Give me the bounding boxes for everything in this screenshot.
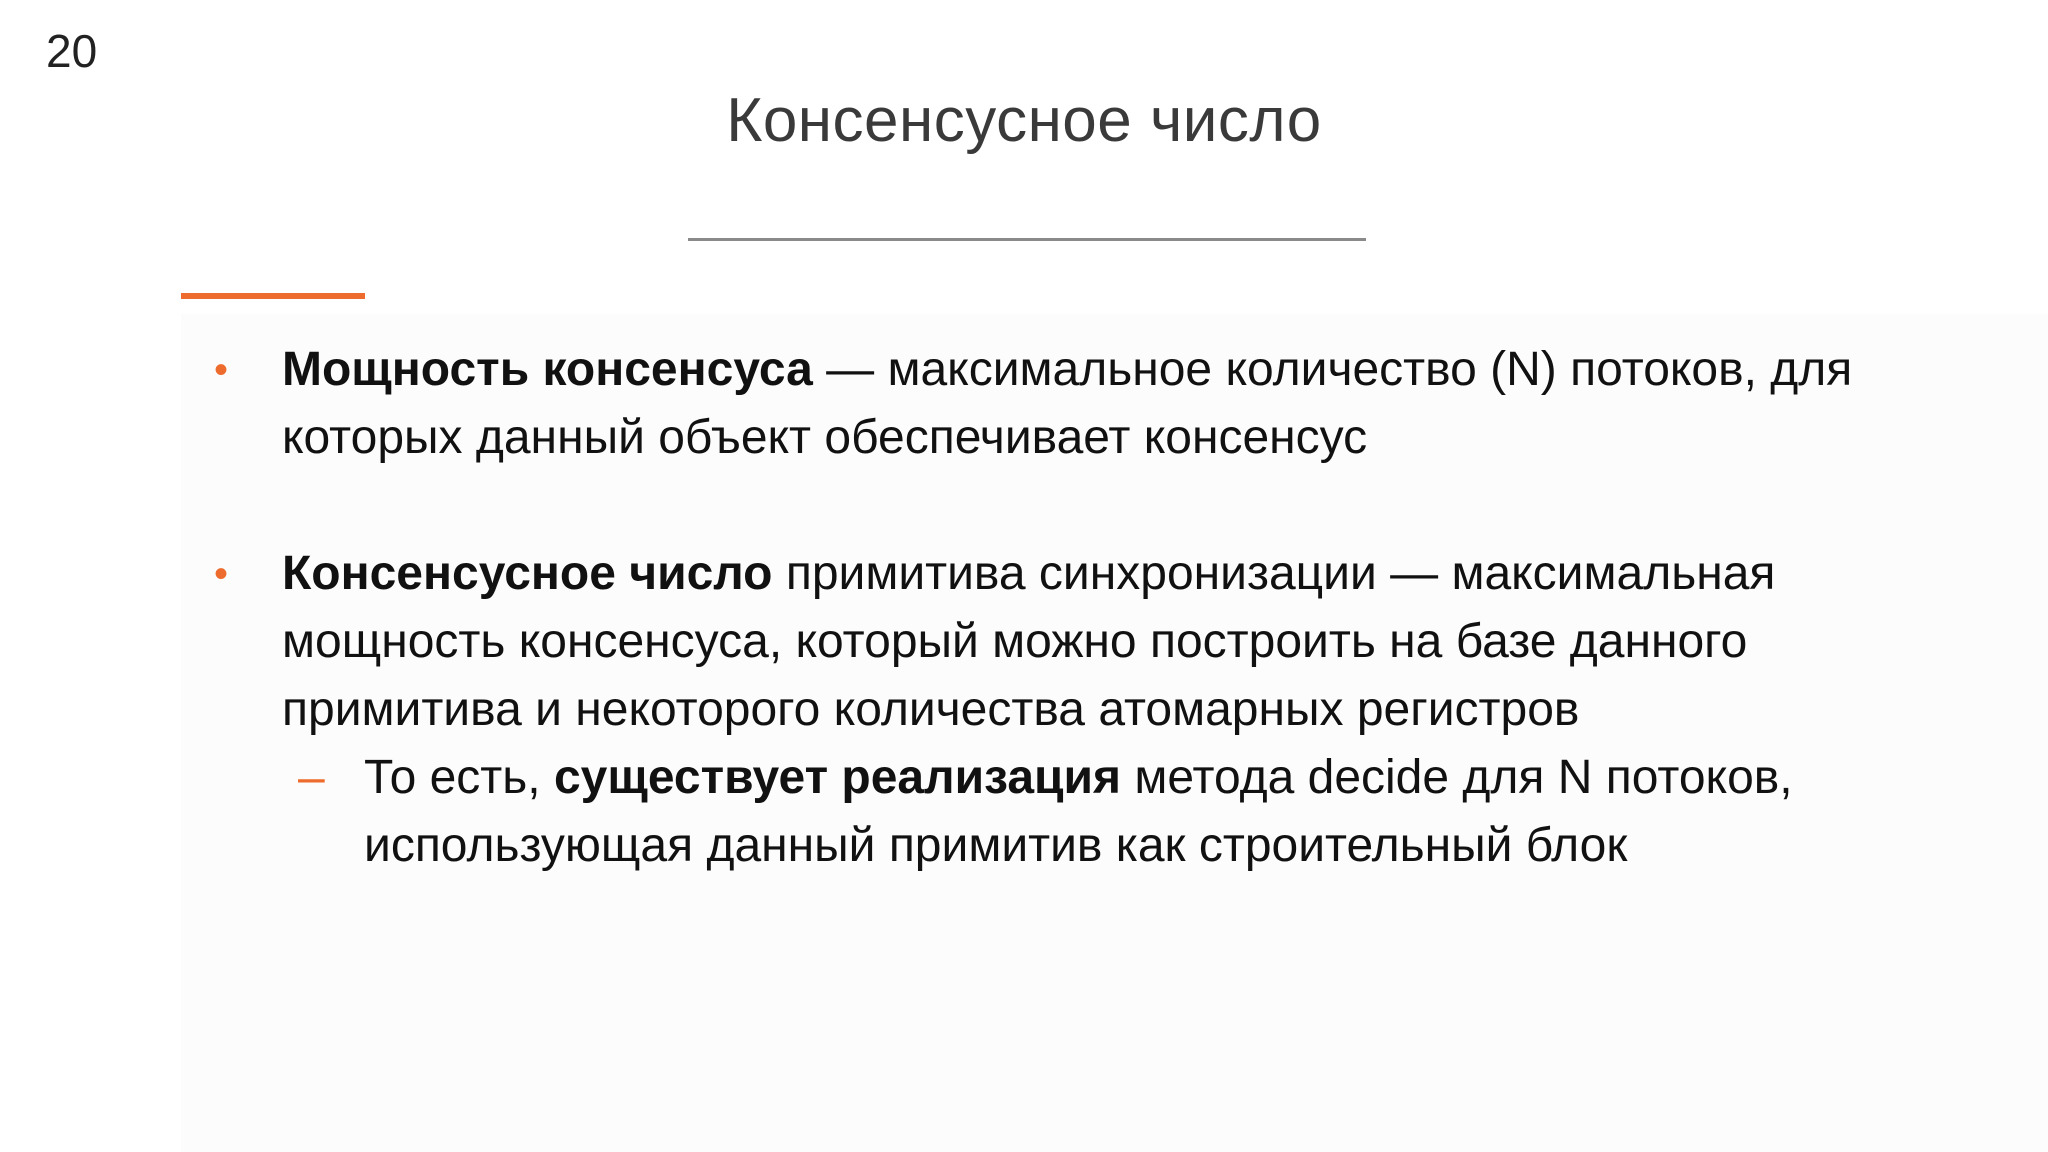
sub-bullet-implementation bbox=[298, 744, 1964, 880]
bullet-consensus-number bbox=[214, 540, 1922, 744]
title-divider bbox=[688, 238, 1366, 241]
slide-title: Консенсусное число bbox=[726, 86, 1322, 155]
sub-bullet-text-before: То есть, bbox=[364, 751, 554, 804]
accent-bar bbox=[181, 293, 365, 299]
bullet-term: Мощность консенсуса bbox=[282, 343, 813, 396]
sub-bullet-marker: – bbox=[298, 751, 325, 804]
bullet-text: — максимальное количество (N) потоков, для которых данный объект обеспечивает консенсус bbox=[282, 343, 1853, 464]
slide-number: 20 bbox=[46, 25, 98, 77]
bullet-term: Консенсусное число bbox=[282, 547, 773, 600]
bullet-marker: • bbox=[214, 552, 229, 596]
bullet-text: примитива синхронизации — максимальная мощность консенсуса, который можно построить на базе данного примитива и некоторого количества атомарных регистров bbox=[282, 547, 1776, 736]
bullet-marker: • bbox=[214, 348, 229, 392]
bullet-consensus-power bbox=[214, 336, 1922, 472]
sub-bullet-text-after: метода decide для N потоков, использующая данный примитив как строительный блок bbox=[364, 751, 1793, 872]
sub-bullet-term: существует реализация bbox=[553, 751, 1122, 804]
